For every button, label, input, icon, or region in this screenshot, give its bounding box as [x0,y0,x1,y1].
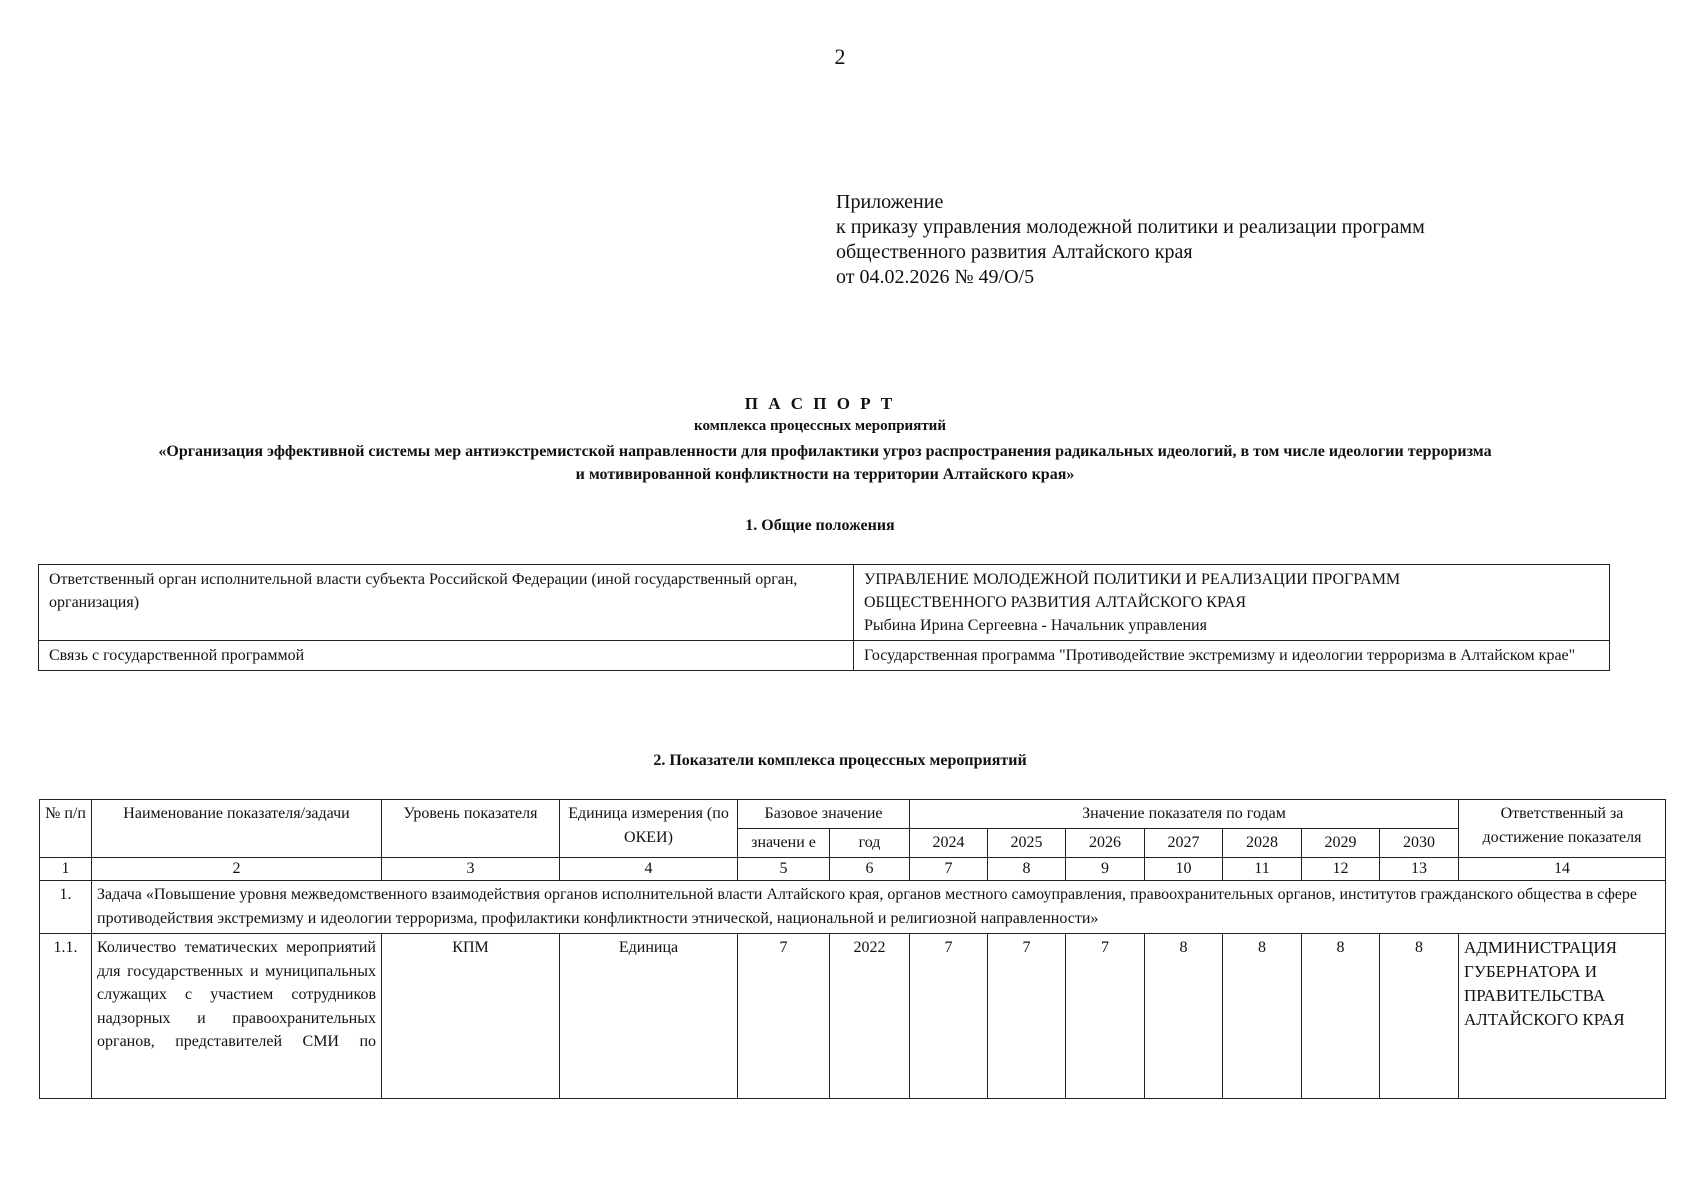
indicator-value: 8 [1302,934,1380,1099]
task-num: 1. [40,881,92,934]
table-cell-label: Ответственный орган исполнительной власти субъекта Российской Федерации (иной государственный орган, организация) [39,565,854,641]
column-number: 12 [1302,858,1380,881]
header-name: Наименование показателя/задачи [92,800,382,858]
value-line: УПРАВЛЕНИЕ МОЛОДЕЖНОЙ ПОЛИТИКИ И РЕАЛИЗАЦИИ ПРОГРАММ [864,571,1401,588]
column-number: 6 [830,858,910,881]
header-by-years: Значение показателя по годам [910,800,1459,829]
appendix-line: Приложение [836,191,944,213]
table-row [39,641,1610,671]
header-year: 2029 [1302,829,1380,858]
value-line: ОБЩЕСТВЕННОГО РАЗВИТИЯ АЛТАЙСКОГО КРАЯ [864,594,1247,611]
header-year: 2024 [910,829,988,858]
column-number: 5 [738,858,830,881]
document-name [40,440,1610,486]
indicator-value: 8 [1145,934,1223,1099]
column-numbers-row [40,858,1666,881]
document-name-line: «Организация эффективной системы мер антиэкстремистской направленности для профилактики угроз распространения радикальных идеологий, в том числе идеологии терроризма [158,443,1492,460]
document-subtitle: комплекса процессных мероприятий [694,418,946,434]
header-unit: Единица измерения (по ОКЕИ) [560,800,738,858]
header-base-value: значени е [738,829,830,858]
document-title: П А С П О Р Т [744,394,896,413]
general-provisions-table [38,564,1610,671]
column-number: 14 [1459,858,1666,881]
column-number: 10 [1145,858,1223,881]
table-cell-value: Государственная программа "Противодействие экстремизму и идеологии терроризма в Алтайском крае" [854,641,1610,671]
header-year: 2030 [1380,829,1459,858]
column-number: 2 [92,858,382,881]
indicator-base-year: 2022 [830,934,910,1099]
indicator-value: 8 [1380,934,1459,1099]
table-row [39,565,1610,641]
table-cell-value [854,565,1610,641]
appendix-line: общественного развития Алтайского края [836,241,1193,263]
column-number: 11 [1223,858,1302,881]
indicator-num: 1.1. [40,934,92,1099]
header-base-year: год [830,829,910,858]
indicator-value: 7 [988,934,1066,1099]
column-number: 8 [988,858,1066,881]
task-row [40,881,1666,934]
appendix-block [836,190,1596,290]
indicator-name: Количество тематических мероприятий для государственных и муниципальных служащих с участием сотрудников надзорных и правоохранительных органов, представителей СМИ по [92,934,382,1099]
indicator-unit: Единица [560,934,738,1099]
indicator-base-value: 7 [738,934,830,1099]
appendix-line: от 04.02.2026 № 49/О/5 [836,266,1035,288]
column-number: 13 [1380,858,1459,881]
header-responsible: Ответственный за достижение показателя [1459,800,1666,858]
column-number: 9 [1066,858,1145,881]
header-base: Базовое значение [738,800,910,829]
appendix-line: к приказу управления молодежной политики и реализации программ [836,216,1425,238]
indicator-value: 7 [910,934,988,1099]
page-number: 2 [834,44,846,69]
section-2-heading: 2. Показатели комплекса процессных мероприятий [653,752,1027,769]
document-name-line: и мотивированной конфликтности на территории Алтайского края» [575,466,1075,483]
column-number: 4 [560,858,738,881]
indicator-value: 7 [1066,934,1145,1099]
header-num: № п/п [40,800,92,858]
indicators-table [39,799,1666,1099]
header-year: 2027 [1145,829,1223,858]
column-number: 1 [40,858,92,881]
section-1-heading: 1. Общие положения [745,517,895,534]
table-cell-label: Связь с государственной программой [39,641,854,671]
column-number: 3 [382,858,560,881]
header-year: 2028 [1223,829,1302,858]
indicator-value: 8 [1223,934,1302,1099]
header-year: 2026 [1066,829,1145,858]
header-level: Уровень показателя [382,800,560,858]
table-header-row [40,800,1666,829]
value-line: Рыбина Ирина Сергеевна - Начальник управления [864,617,1207,634]
header-year: 2025 [988,829,1066,858]
task-text: Задача «Повышение уровня межведомственного взаимодействия органов исполнительной власти Алтайского края, органов местного самоуправления, правоохранительных органов, институтов гражданского общества в сфере противодействия экстремизму и идеологии терроризма, профилактики конфликтности этнической, национальной и религиозной направленности» [92,881,1666,934]
indicator-responsible: АДМИНИСТРАЦИЯ ГУБЕРНАТОРА И ПРАВИТЕЛЬСТВА АЛТАЙСКОГО КРАЯ [1459,934,1666,1099]
indicator-level: КПМ [382,934,560,1099]
column-number: 7 [910,858,988,881]
indicator-row [40,934,1666,1099]
